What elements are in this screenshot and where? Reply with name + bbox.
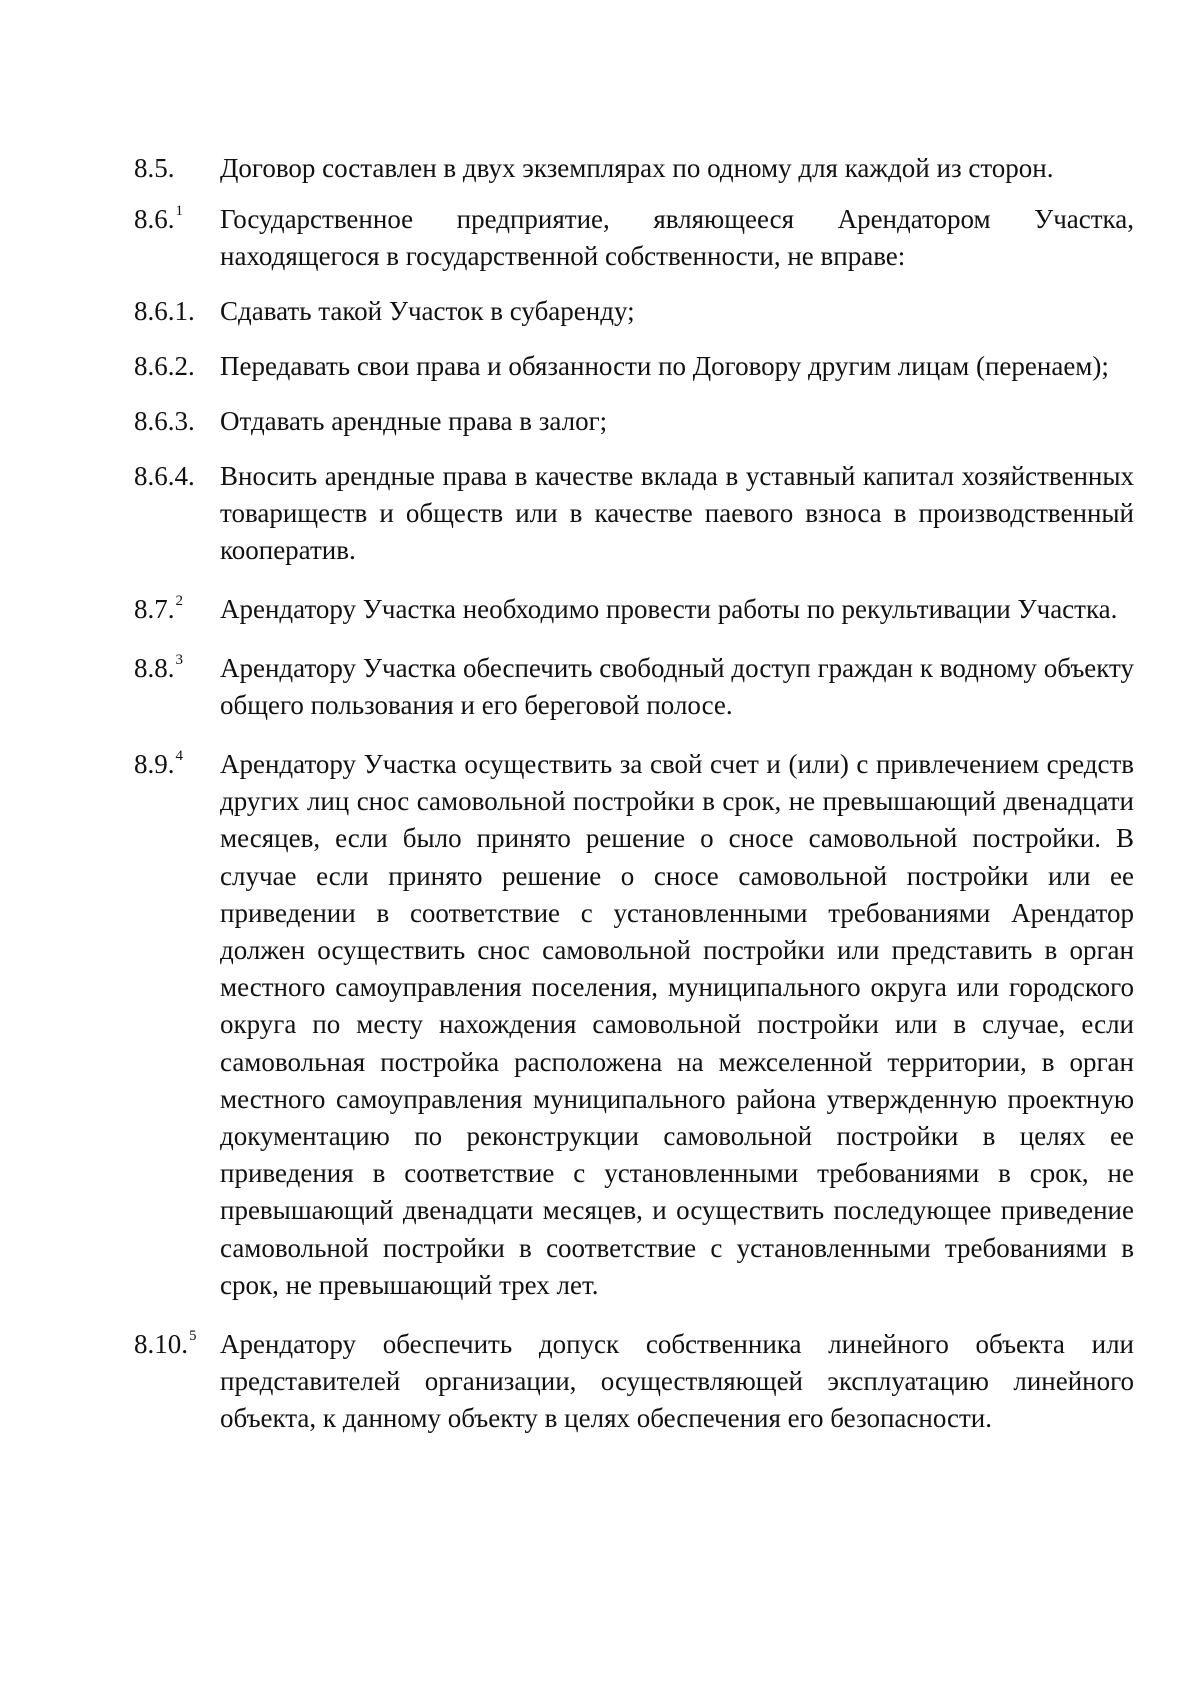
clause-8-5 xyxy=(134,150,1134,187)
footnote-mark: 4 xyxy=(175,748,183,764)
footnote-mark: 3 xyxy=(175,652,183,668)
clause-number-text: 8.6. xyxy=(134,204,175,234)
clause-8-6 xyxy=(134,201,1134,275)
clause-number-text: 8.6.1. xyxy=(134,296,195,326)
clause-number xyxy=(134,746,220,783)
clause-number-text: 8.7. xyxy=(134,594,175,624)
footnote-mark: 2 xyxy=(175,593,183,609)
clause-text: Передавать свои права и обязанности по Договору другим лицам (перенаем); xyxy=(220,351,1109,381)
footnote-mark: 1 xyxy=(175,203,183,219)
clause-number-text: 8.8. xyxy=(134,653,175,683)
clause-text: Арендатору Участка осуществить за свой счет и (или) с привлечением средств других лиц снос самовольной постройки в срок, не превышающий двенадцати месяцев, если было принято решение о сносе самовольной постройки. В случае если принято решение о сносе самовольной постройки или ее приведении в соответствие с установленными требованиями Арендатор должен осуществить снос самовольной постройки или представить в орган местного самоуправления поселения, муниципального округа или городского округа по месту нахождения самовольной постройки или в случае, если самовольная постройка расположена на межселенной территории, в орган местного самоуправления муниципального района утвержденную проектную документацию по реконструкции самовольной постройки в целях ее приведения в соответствие с установленными требованиями в срок, не превышающий двенадцати месяцев, и осуществить последующее приведение самовольной постройки в соответствие с установленными требованиями в срок, не превышающий трех лет. xyxy=(220,749,1134,1300)
clause-text: Арендатору Участка обеспечить свободный доступ граждан к водному объекту общего пользования и его береговой полосе. xyxy=(220,653,1134,720)
clause-number-text: 8.10. xyxy=(134,1329,188,1360)
clause-8-6-4 xyxy=(134,458,1134,569)
clause-text: Вносить арендные права в качестве вклада в уставный капитал хозяйственных товариществ и обществ или в качестве паевого взноса в производственный кооператив. xyxy=(220,461,1134,565)
clause-number xyxy=(134,1326,220,1363)
clause-8-9 xyxy=(134,746,1134,1304)
clause-number xyxy=(134,293,220,330)
clause-number xyxy=(134,150,220,187)
clause-text: Сдавать такой Участок в субаренду; xyxy=(220,296,635,326)
footnote-mark: 5 xyxy=(189,1328,197,1345)
clause-text: Государственное предприятие, являющееся Арендатором Участка, находящегося в государственной собственности, не вправе: xyxy=(220,204,1134,271)
clause-number xyxy=(134,650,220,687)
clause-number xyxy=(134,591,220,628)
clause-8-8 xyxy=(134,650,1134,724)
clause-number-text: 8.6.3. xyxy=(134,406,195,436)
clause-8-6-3 xyxy=(134,403,1134,440)
clause-number xyxy=(134,458,220,495)
clause-text: Отдавать арендные права в залог; xyxy=(220,406,608,436)
clause-text: Арендатору обеспечить допуск собственника линейного объекта или представителей организации, осуществляющей эксплуатацию линейного объекта, к данному объекту в целях обеспечения его безопасности. xyxy=(220,1329,1134,1434)
clause-number-text: 8.9. xyxy=(134,749,175,779)
clause-number-text: 8.5. xyxy=(134,153,175,183)
clause-number xyxy=(134,403,220,440)
clause-number xyxy=(134,201,220,238)
clause-number-text: 8.6.4. xyxy=(134,461,195,491)
clause-8-6-2 xyxy=(134,348,1134,385)
clause-number-text: 8.6.2. xyxy=(134,351,195,381)
clause-8-10 xyxy=(134,1326,1134,1437)
clause-8-7 xyxy=(134,591,1134,628)
clause-text: Договор составлен в двух экземплярах по одному для каждой из сторон. xyxy=(220,153,1054,183)
clause-list xyxy=(134,150,1134,1437)
clause-text: Арендатору Участка необходимо провести работы по рекультивации Участка. xyxy=(220,594,1118,624)
clause-number xyxy=(134,348,220,385)
clause-8-6-1 xyxy=(134,293,1134,330)
